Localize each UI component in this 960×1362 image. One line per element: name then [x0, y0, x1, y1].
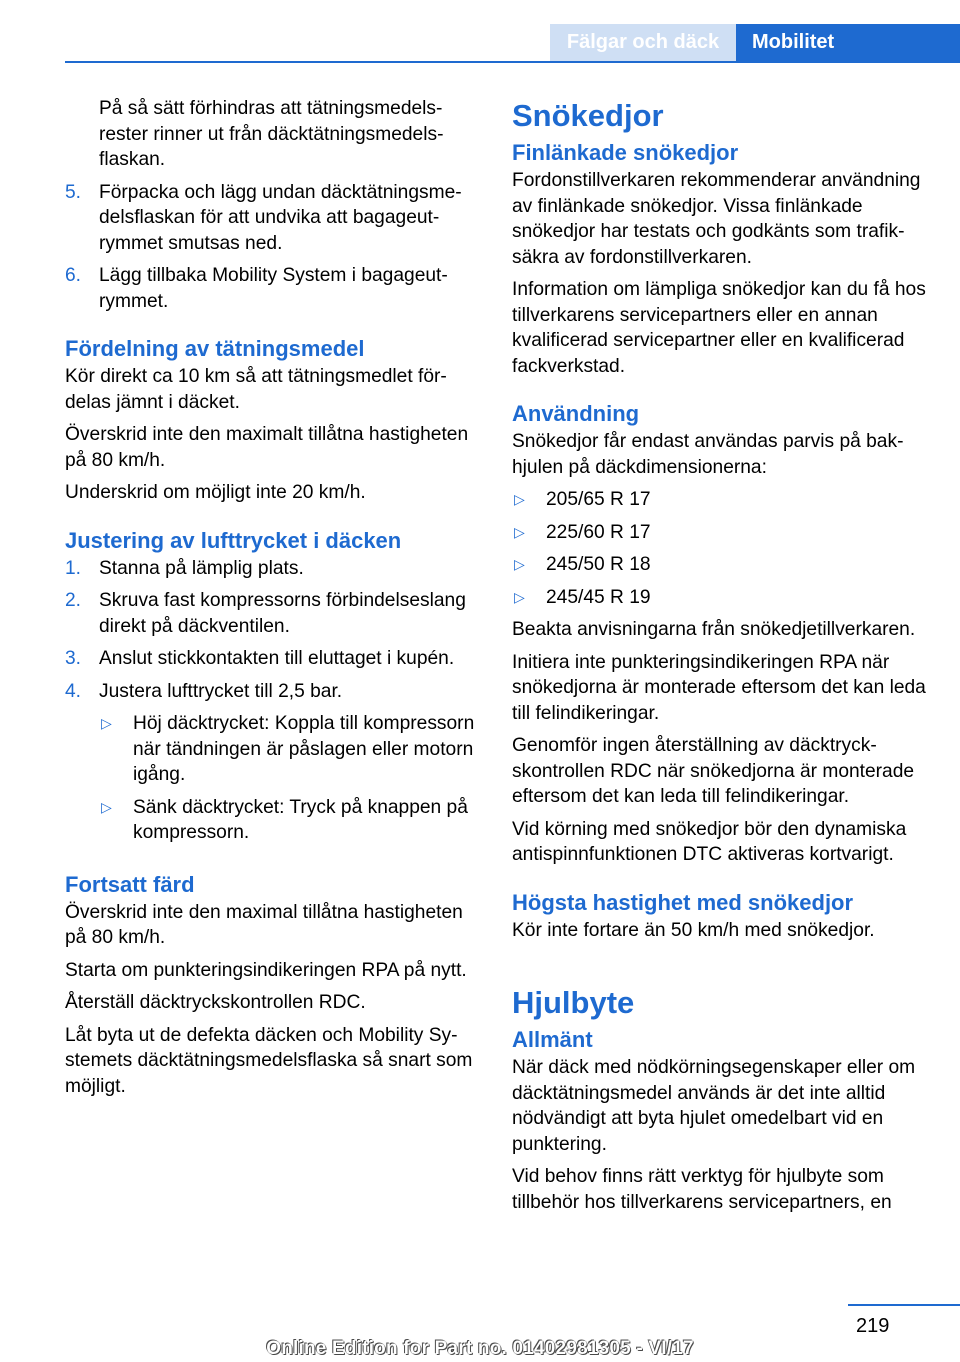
- triangle-bullet-icon: ▷: [101, 798, 112, 815]
- heading-snow-chains: Snökedjor: [512, 98, 664, 133]
- sub-item-text: Sänk däcktrycket: Tryck på knappen på kompressorn.: [133, 796, 468, 843]
- page-header: [0, 0, 960, 62]
- page-number: 219: [856, 1315, 890, 1337]
- tire-size: 245/45 R 19: [546, 586, 651, 608]
- step-text: Justera lufttrycket till 2,5 bar.: [99, 680, 343, 702]
- triangle-bullet-icon: ▷: [101, 715, 112, 731]
- paragraph: Kör direkt ca 10 km så att tätningsmedlet fördelas jämnt i däcket.: [65, 366, 447, 413]
- heading-max-speed: Högsta hastighet med snökedjor: [512, 889, 854, 915]
- paragraph: Genomför ingen återställning av däcktryckskontrollen RDC när snökedjorna är monterade eftersom det kan leda till felindikeringar.: [512, 735, 915, 807]
- list-item: [65, 679, 480, 705]
- edition-watermark: Online Edition for Part no. 01402981305 - VI/17: [266, 1338, 694, 1359]
- paragraph: Vid körning med snökedjor bör den dynamiska antispinnfunktionen DTC aktiveras kortvarigt.: [512, 818, 907, 865]
- step-text: Lägg tillbaka Mobility System i bagageutrymmet.: [99, 265, 448, 312]
- tab-mobilitet[interactable]: Mobilitet: [736, 24, 960, 61]
- paragraph: Fordonstillverkaren rekommenderar användning av finlänkade snökedjor. Vissa finlänkade snökedjor har testats och godkänts som trafiksäkra av fordonstillverkaren.: [512, 170, 921, 268]
- paragraph: Underskrid om möjligt inte 20 km/h.: [65, 482, 366, 503]
- triangle-bullet-icon: ▷: [514, 491, 525, 507]
- footer-rule: [848, 1304, 960, 1306]
- list-item: [65, 556, 480, 582]
- list-item: [512, 520, 930, 546]
- sub-item-text: Höj däcktrycket: Koppla till kompressorn när tändningen är påslagen eller motorn igång.: [133, 713, 475, 785]
- right-column: [512, 96, 930, 1222]
- tire-size: 245/50 R 18: [546, 554, 651, 575]
- paragraph: Beakta anvisningarna från snökedjetillverkaren.: [512, 619, 916, 640]
- step-text: Skruva fast kompressorns förbindelseslang direkt på däckventilen.: [99, 590, 466, 637]
- list-item: [512, 552, 930, 578]
- paragraph: Låt byta ut de defekta däcken och Mobility Systemets däcktätningsmedelsflaska så snart som möjligt.: [65, 1024, 473, 1097]
- tire-size: 205/65 R 17: [546, 489, 651, 510]
- paragraph: Överskrid inte den maximal tillåtna hastigheten på 80 km/h.: [65, 901, 463, 948]
- list-item: [65, 263, 480, 314]
- continued-paragraph: På så sätt förhindras att tätningsmedelsrester rinner ut från däcktätningsmedelsflaskan.: [99, 98, 444, 170]
- steps-list-b: [65, 556, 480, 705]
- triangle-bullet-icon: ▷: [514, 523, 525, 540]
- list-item: [65, 588, 480, 639]
- step-number: 3.: [65, 648, 82, 669]
- triangle-bullet-icon: ▷: [514, 588, 525, 605]
- sub-list: [99, 711, 480, 846]
- steps-list-a: [65, 180, 480, 315]
- header-rule: [65, 61, 960, 63]
- paragraph: Starta om punkteringsindikeringen RPA på nytt.: [65, 959, 467, 981]
- paragraph: Kör inte fortare än 50 km/h med snökedjor.: [512, 919, 875, 941]
- step-number: 5.: [65, 181, 82, 203]
- sub-list-item: [99, 795, 480, 846]
- tire-size: 225/60 R 17: [546, 521, 651, 543]
- heading-wheel-change: Hjulbyte: [512, 985, 635, 1020]
- list-item: [65, 646, 480, 672]
- step-number: 6.: [65, 265, 82, 286]
- paragraph: Vid behov finns rätt verktyg för hjulbyte som tillbehör hos tillverkarens servicepartners, en: [512, 1166, 892, 1213]
- paragraph: När däck med nödkörningsegenskaper eller om däcktätningsmedel används är det inte alltid nödvändigt att byta hjulet omedelbart vid en punktering.: [512, 1057, 916, 1155]
- list-item: [512, 487, 930, 513]
- step-text: Förpacka och lägg undan däcktätningsmedelsflaskan för att undvika att bagageutrymmet smutsas ned.: [99, 181, 462, 254]
- list-item: [65, 180, 480, 257]
- heading-usage: Användning: [512, 401, 640, 426]
- tab-falgar-och-dack[interactable]: Fälgar och däck: [550, 24, 736, 61]
- paragraph: Återställ däcktryckskontrollen RDC.: [65, 992, 366, 1013]
- heading-continue: Fortsatt färd: [65, 871, 195, 897]
- heading-distribution: Fördelning av tätningsmedel: [65, 336, 365, 361]
- step-number: 4.: [65, 680, 82, 702]
- step-text: Anslut stickkontakten till eluttaget i kupén.: [99, 648, 455, 669]
- tire-size-list: [512, 487, 930, 610]
- paragraph: Initiera inte punkteringsindikeringen RPA när snökedjorna är monterade eftersom det kan leda till felindikeringar.: [512, 651, 926, 724]
- list-item: [512, 585, 930, 611]
- heading-pressure: Justering av lufttrycket i däcken: [65, 527, 402, 553]
- step-text: Stanna på lämplig plats.: [99, 557, 304, 579]
- heading-general: Allmänt: [512, 1027, 593, 1052]
- sub-list-item: [99, 711, 480, 788]
- triangle-bullet-icon: ▷: [514, 556, 525, 572]
- step-number: 1.: [65, 557, 82, 579]
- paragraph: Snökedjor får endast användas parvis på bakhjulen på däckdimensionerna:: [512, 431, 904, 478]
- left-column: [65, 96, 480, 1106]
- paragraph: Information om lämpliga snökedjor kan du få hos tillverkarens servicepartners eller en annan kvalificerad servicepartner eller en kvalificerad fackverkstad.: [512, 279, 926, 377]
- step-number: 2.: [65, 590, 82, 611]
- paragraph: Överskrid inte den maximalt tillåtna hastigheten på 80 km/h.: [65, 424, 469, 471]
- heading-fine-link: Finlänkade snökedjor: [512, 140, 739, 165]
